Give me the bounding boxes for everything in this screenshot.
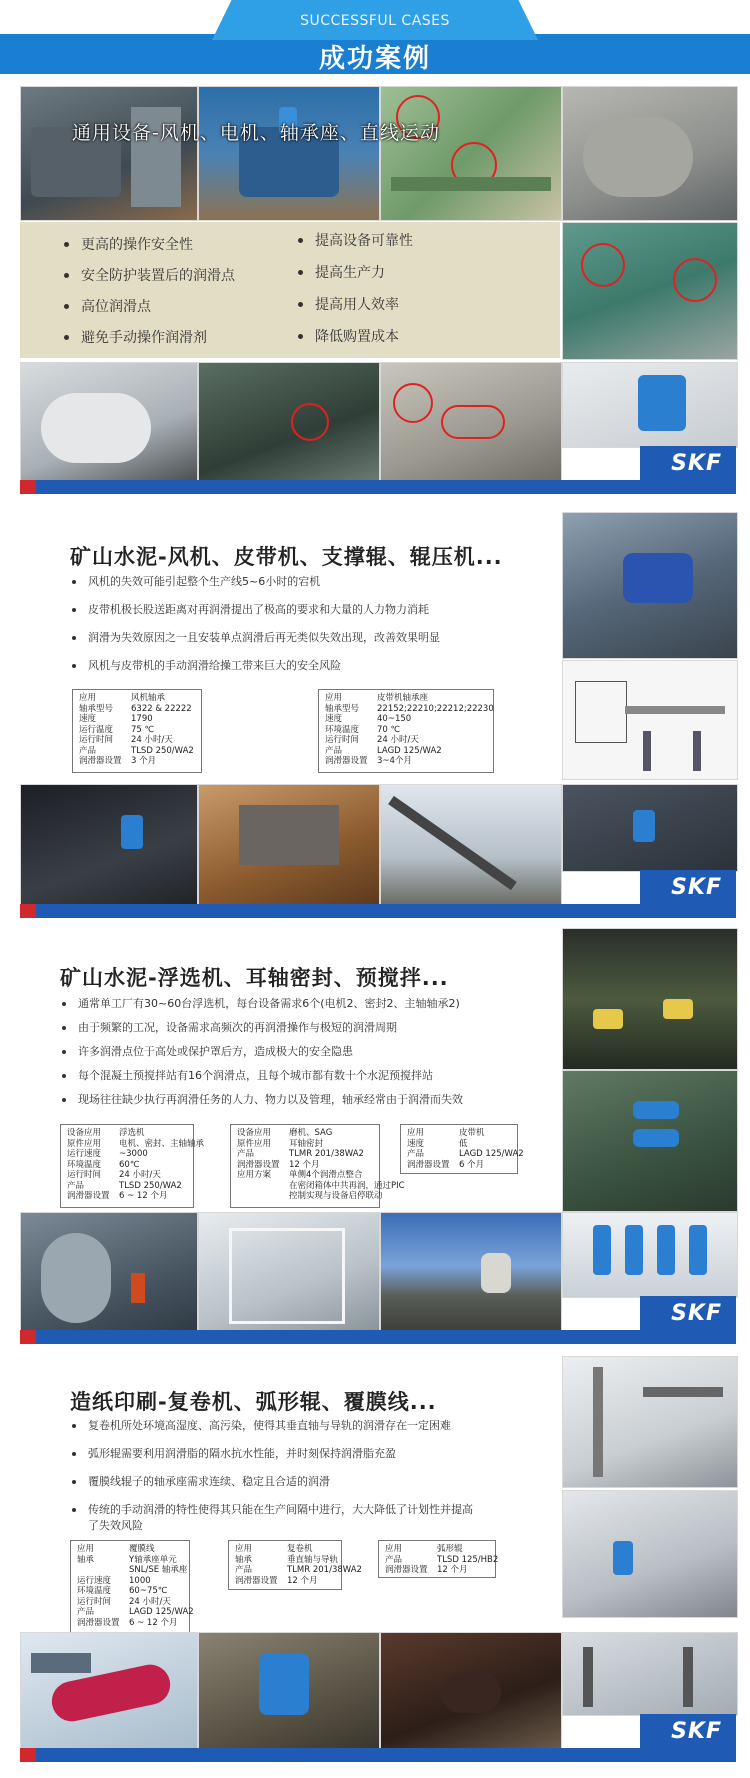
header-subtitle: SUCCESSFUL CASES — [300, 13, 450, 29]
section4-bullet: 覆膜线辊子的轴承座需求连续、稳定且合适的润滑 — [72, 1474, 552, 1490]
section3-title: 矿山水泥-浮选机、耳轴密封、预搅拌... — [60, 966, 449, 990]
section2-footer-bar — [20, 904, 736, 918]
section3-footer-bar — [20, 1330, 736, 1344]
photo-bearing-housing — [198, 86, 380, 221]
photo-fan-motor — [20, 86, 198, 221]
benefit-item: 提高设备可靠性 — [298, 230, 413, 250]
section3-bullet: 每个混凝土预搅拌站有16个润滑点，且每个城市都有数十个水泥预搅拌站 — [62, 1068, 552, 1084]
spec-box: 应用 皮带机 速度 低 产品 LAGD 125/WA2 润滑器设置 6 个月 — [400, 1124, 518, 1174]
photo-trunnion-lubricators — [562, 1070, 738, 1212]
section4-bullet-continued: 了失效风险 — [88, 1519, 143, 1532]
photo-linear-guides — [380, 362, 562, 482]
section1-footer-bar — [20, 480, 736, 494]
benefit-item: 更高的操作安全性 — [64, 234, 193, 254]
photo-flotation-plant — [562, 928, 738, 1070]
photo-white-pump — [20, 362, 198, 482]
photo-linear-motion — [380, 86, 562, 221]
photo-laminating-line — [380, 1632, 562, 1750]
photo-lubricator-row — [562, 1212, 738, 1298]
section2-bullet: 风机与皮带机的手动润滑给操工带来巨大的安全风险 — [72, 658, 552, 674]
spec-box: 设备应用 浮选机 原件应用 电机、密封、主轴轴承 运行速度 ~3000 环境温度 60℃ 运行时间 24 小时/天 产品 TLSD 250/WA2 润滑器设置 6 ~ 12 个月 — [60, 1124, 194, 1208]
section3-bullet: 现场往往缺少执行再润滑任务的人力、物力以及管理，轴承经常由于润滑而失效 — [62, 1092, 552, 1108]
section1-title: 通用设备-风机、电机、轴承座、直线运动 — [72, 122, 440, 144]
photo-piping-lubricators — [562, 222, 738, 360]
photo-cement-plant — [380, 1212, 562, 1332]
photo-belt-rollers-dark — [20, 784, 198, 906]
section4-bullet: 复卷机所处环境高湿度、高污染，使得其垂直轴与导轨的润滑存在一定困难 — [72, 1418, 552, 1434]
photo-lubricator-closeup — [198, 1632, 380, 1750]
drawing-rewinder — [20, 1632, 198, 1750]
section3-bullet: 通常单工厂有30~60台浮选机，每台设备需求6个(电机2、密封2、主轴轴承2) — [62, 996, 552, 1012]
photo-blue-motor — [562, 512, 738, 659]
section2-bullet: 皮带机极长股送距离对再润滑提出了极高的要求和大量的人力物力消耗 — [72, 602, 552, 618]
section4-title: 造纸印刷-复卷机、弧形辊、覆膜线... — [70, 1390, 437, 1414]
skf-logo: SKF — [640, 446, 736, 480]
benefit-item: 降低购置成本 — [298, 326, 399, 346]
section4-bullet: 传统的手动润滑的特性使得其只能在生产间隔中进行，大大降低了计划性并提高 — [72, 1502, 552, 1518]
drawing-fan-bearing — [562, 660, 738, 780]
photo-conveyor-belt — [380, 784, 562, 906]
section4-bullet: 弧形辊需要利用润滑脂的隔水抗水性能，并时刻保持润滑脂充盈 — [72, 1446, 552, 1462]
section2-bullet: 风机的失效可能引起整个生产线5~6小时的宕机 — [72, 574, 552, 590]
spec-box: 应用 风机轴承 轴承型号 6322 & 22222 速度 1790 运行温度 75 ℃ 运行时间 24 小时/天 产品 TLSD 250/WA2 润滑器设置 3 个月 — [72, 689, 202, 773]
skf-logo: SKF — [640, 870, 736, 904]
photo-white-cage — [198, 1212, 380, 1332]
photo-pump-motor — [562, 86, 738, 221]
photo-rewinder-frame — [562, 1356, 738, 1488]
spec-box: 应用 复卷机 轴承 垂直轴与导轨 产品 TLMR 201/38WA2 润滑器设置 12 个月 — [228, 1540, 342, 1590]
benefit-item: 安全防护装置后的润滑点 — [64, 265, 235, 285]
photo-paper-roll — [562, 1632, 738, 1716]
photo-motor-room — [198, 362, 380, 482]
skf-logo: SKF — [640, 1296, 736, 1330]
benefit-item: 提高用人效率 — [298, 294, 399, 314]
benefit-item: 提高生产力 — [298, 262, 385, 282]
spec-box: 应用 皮带机轴承座 轴承型号 22152;22210;22212;22230 速度 40~150 环境温度 70 ℃ 运行时间 24 小时/天 产品 LAGD 125/WA2 润滑器设置 3~4个月 — [318, 689, 494, 773]
photo-rotary-kiln — [20, 1212, 198, 1332]
section3-bullet: 由于频繁的工况，设备需求高频次的再润滑操作与极短的润滑周期 — [62, 1020, 552, 1036]
benefit-item: 高位润滑点 — [64, 296, 151, 316]
spec-box: 应用 覆膜线 轴承 Y轴承座单元 SNL/SE 轴承座 运行速度 1000 环境温度 60~75℃ 运行时间 24 小时/天 产品 LAGD 125/WA2 润滑器设置 6 ~ 12 个月 — [70, 1540, 190, 1636]
section3-bullet: 许多润滑点位于高处或保护罩后方，造成极大的安全隐患 — [62, 1044, 552, 1060]
section2-bullet: 润滑为失效原因之一且安装单点润滑后再无类似失效出现，改善效果明显 — [72, 630, 552, 646]
photo-roller-press — [198, 784, 380, 906]
header-title: 成功案例 — [318, 44, 431, 74]
benefit-item: 避免手动操作润滑剂 — [64, 327, 207, 347]
section2-title: 矿山水泥-风机、皮带机、支撑辊、辊压机... — [70, 545, 503, 569]
spec-box: 设备应用 磨机、SAG 原件应用 耳轴密封 产品 TLMR 201/38WA2 润滑器设置 12 个月 应用方案 单侧4个润滑点整合 在密闭箱体中共再润，通过PIC 控制实现与设备启停联动 — [230, 1124, 380, 1208]
spec-box: 应用 弧形辊 产品 TLSD 125/HB2 润滑器设置 12 个月 — [378, 1540, 496, 1578]
photo-bow-roller — [562, 1490, 738, 1618]
section4-footer-bar — [20, 1748, 736, 1762]
photo-lubricator-unit — [562, 362, 738, 448]
skf-logo: SKF — [640, 1714, 736, 1748]
section1-benefits-panel — [20, 222, 560, 358]
photo-support-roller — [562, 784, 738, 872]
